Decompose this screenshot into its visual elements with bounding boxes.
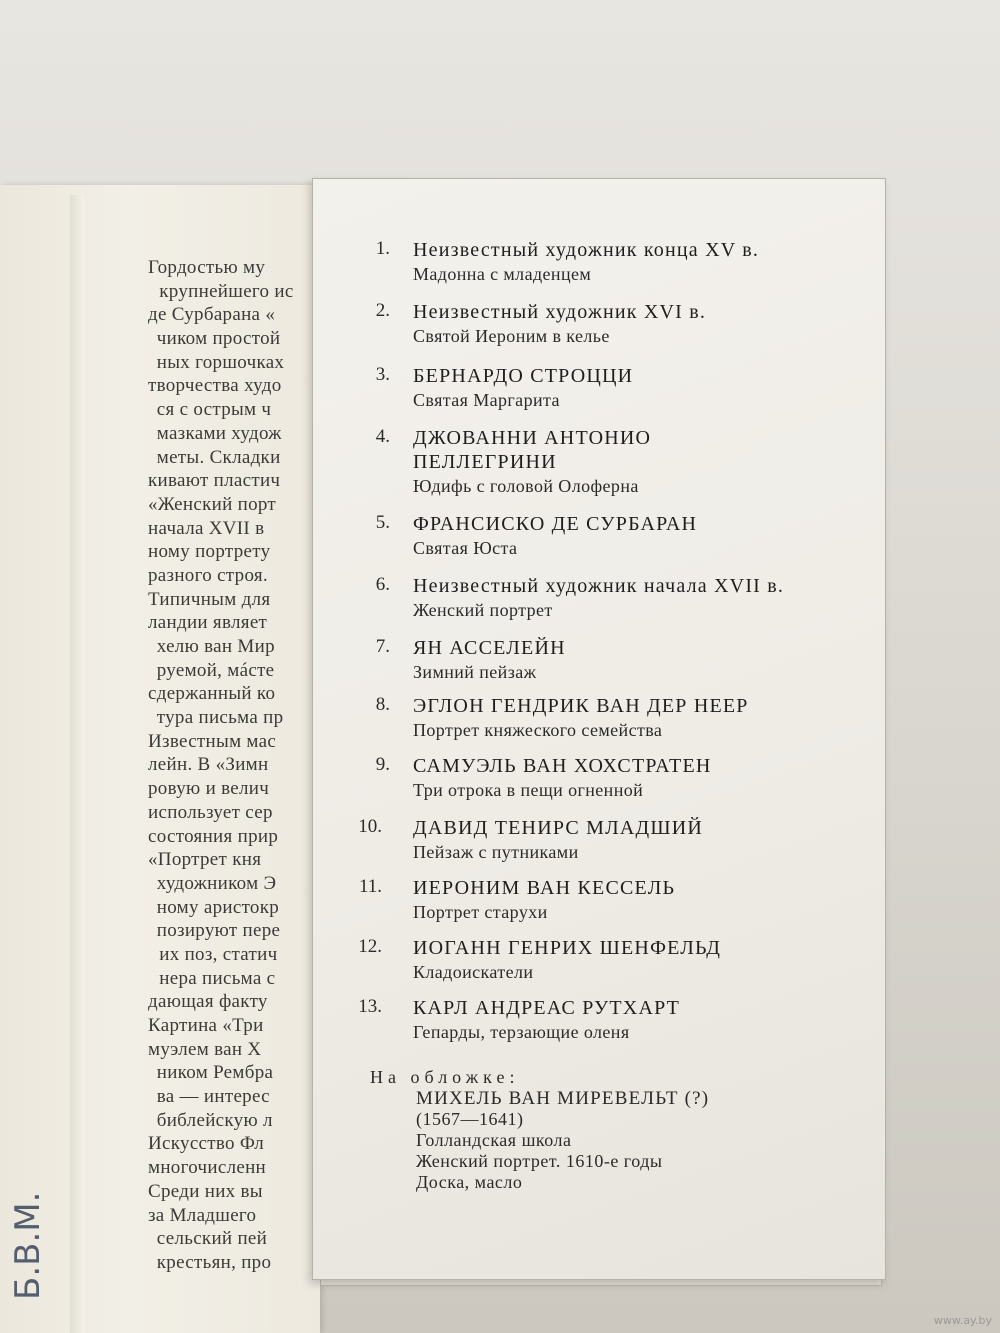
entry-title: Мадонна с младенцем (413, 264, 592, 284)
entry-title: Святая Маргарита (413, 390, 560, 410)
entry-number: 7. (375, 636, 390, 657)
entry-number: 6. (375, 574, 390, 595)
left-page-line: ником Рембра (156, 1062, 274, 1084)
left-page-line: позируют пере (156, 920, 281, 942)
entry-artist: Неизвестный художник начала XVII в. (413, 575, 785, 597)
entry-number: 1. (375, 238, 390, 259)
entry-number: 2. (375, 300, 390, 321)
entry-title: Женский портрет (413, 600, 553, 620)
left-page-line: ных горшочках (156, 351, 285, 373)
left-page-line: Картина «Три (148, 1015, 264, 1036)
left-page-line: Известным мас (148, 730, 277, 752)
left-page-line: за Младшего (148, 1204, 257, 1226)
entry-number: 13. (358, 996, 382, 1017)
left-page-line: ва — интерес (156, 1086, 270, 1108)
left-page-line: меты. Складки (156, 446, 281, 468)
left-page-line: использует сер (148, 801, 273, 823)
cover-years: (1567—1641) (416, 1109, 524, 1129)
entry-artist: САМУЭЛЬ ВАН ХОХСТРАТЕН (413, 755, 712, 777)
entry-artist: ИЕРОНИМ ВАН КЕССЕЛЬ (413, 877, 676, 899)
entry-number: 10. (358, 816, 382, 837)
entry-artist: ДЖОВАННИ АНТОНИО (413, 427, 652, 449)
left-page-line: Среди них вы (148, 1180, 263, 1202)
left-page-line: разного строя. (148, 564, 268, 586)
left-page-line: крестьян, про (156, 1251, 272, 1273)
watermark: www.ay.by (933, 1314, 992, 1327)
left-page-line: библейскую л (156, 1109, 273, 1131)
left-page-line: лейн. В «Зимн (148, 754, 269, 776)
entry-artist: ИОГАНН ГЕНРИХ ШЕНФЕЛЬД (413, 937, 722, 959)
cover-artist: МИХЕЛЬ ВАН МИРЕВЕЛЬТ (?) (416, 1088, 710, 1109)
entry-artist: ФРАНСИСКО ДЕ СУРБАРАН (413, 513, 698, 535)
entry-artist: Неизвестный художник конца XV в. (413, 239, 760, 261)
entry-title: Кладоискатели (413, 962, 534, 982)
entry-number: 12. (358, 936, 382, 957)
left-page-line: ландии являет (148, 612, 268, 634)
cover-medium: Доска, масло (416, 1172, 523, 1192)
left-page-line: кивают пластич (148, 470, 281, 492)
entry-title: Гепарды, терзающие оленя (413, 1022, 630, 1042)
entry-title: Святой Иероним в келье (413, 326, 610, 346)
entry-title: Портрет княжеского семейства (413, 720, 663, 740)
left-page-line: тура письма пр (156, 707, 284, 729)
entry-number: 5. (375, 512, 390, 533)
entry-artist: Неизвестный художник XVI в. (413, 301, 707, 323)
left-page-line: Гордостью му (148, 257, 266, 278)
cover-work: Женский портрет. 1610-е годы (416, 1151, 663, 1171)
entry-artist: КАРЛ АНДРЕАС РУТХАРТ (413, 997, 681, 1019)
entry-artist: ЭГЛОН ГЕНДРИК ВАН ДЕР НЕЕР (413, 695, 749, 717)
left-page-line: ровую и велич (148, 778, 270, 800)
booklet-fold (70, 195, 84, 1333)
entry-artist: ПЕЛЛЕГРИНИ (413, 451, 557, 473)
left-page-text (148, 256, 323, 1273)
left-page-line: многочисленн (148, 1157, 267, 1179)
entry-title: Зимний пейзаж (413, 662, 537, 682)
left-page-line: Искусство Фл (148, 1133, 265, 1155)
cover-label: На обложке: (370, 1067, 520, 1087)
entry-title: Портрет старухи (413, 902, 548, 922)
left-page-line: нера письма с (159, 967, 276, 989)
entry-number: 9. (375, 754, 390, 775)
left-page-line: дающая факту (148, 991, 268, 1013)
entry-title: Юдифь с головой Олоферна (413, 476, 639, 496)
entry-number: 3. (375, 364, 390, 385)
left-page-line: хелю ван Мир (156, 636, 275, 657)
entry-number: 11. (358, 876, 382, 897)
left-page-line: муэлем ван Х (148, 1038, 262, 1060)
left-page-line: ному портрету (148, 541, 271, 563)
entry-number: 8. (375, 694, 390, 715)
left-page-line: мазками худож (156, 422, 282, 444)
left-page-line: ся с острым ч (156, 399, 272, 421)
left-page-line: Типичным для (148, 588, 271, 610)
entry-artist: ЯН АССЕЛЕЙН (413, 637, 566, 659)
cover-credit (370, 1066, 850, 1193)
left-page-line: де Сурбарана « (148, 304, 276, 326)
entry-title: Пейзаж с путниками (413, 842, 579, 862)
left-page-line: сельский пей (156, 1228, 268, 1250)
left-page-line: художником Э (156, 872, 277, 894)
left-page-line: их поз, статич (159, 943, 278, 965)
left-page-line: чиком простой (156, 328, 281, 350)
left-page-line: «Женский порт (148, 493, 277, 515)
left-page-line: крупнейшего ис (159, 280, 294, 302)
left-page-line: сдержанный ко (148, 683, 276, 705)
cover-school: Голландская школа (416, 1130, 572, 1150)
left-page-line: творчества худо (148, 375, 282, 397)
left-page-line: руемой, мáсте (156, 659, 275, 681)
entry-title: Три отрока в пещи огненной (413, 780, 644, 800)
entry-artist: БЕРНАРДО СТРОЦЦИ (413, 365, 634, 387)
entry-title: Святая Юста (413, 538, 518, 558)
left-page-line: ному аристокр (156, 896, 280, 918)
handwritten-margin-note: Б.В.М. (8, 1191, 48, 1300)
left-page-line: состояния прир (148, 825, 279, 847)
left-page-line: «Портрет кня (148, 849, 262, 871)
entry-artist: ДАВИД ТЕНИРС МЛАДШИЙ (413, 817, 704, 839)
entry-number: 4. (375, 426, 390, 447)
left-page-line: начала XVII в (148, 517, 265, 539)
